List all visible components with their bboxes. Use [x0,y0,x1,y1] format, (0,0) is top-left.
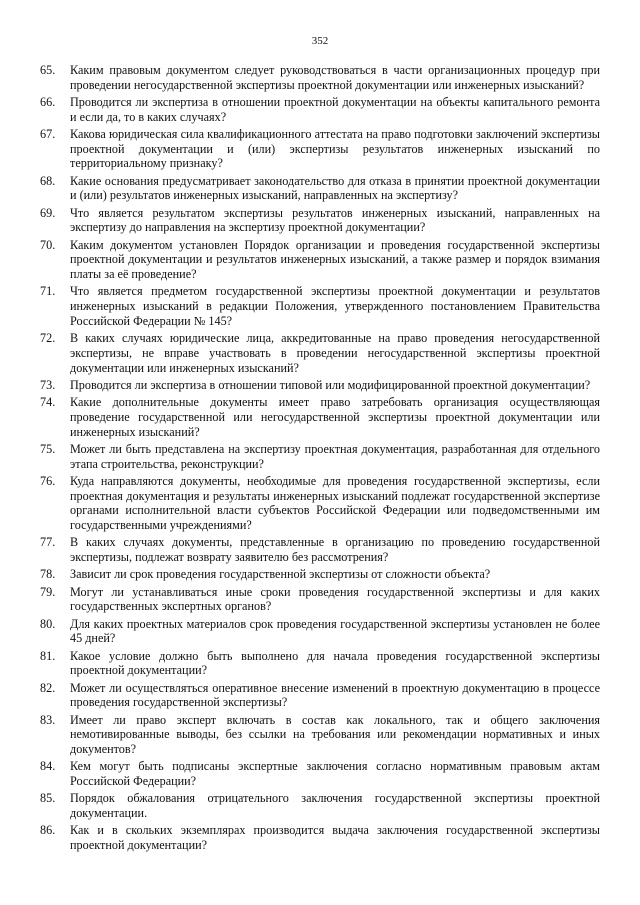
list-item [0,713,640,757]
list-item [0,206,640,235]
question-text: Может ли быть представлена на экспертизу проектная документация, разработанная для отдельного этапа строительства, реконструкции? [70,441,600,471]
question-number: 69. [40,205,56,220]
question-number: 81. [40,648,56,663]
question-text: Каким правовым документом следует руководствоваться в части организационных процедур при проведении негосударственной экспертизы проектной документации или инженерных изысканий? [70,63,600,92]
list-item [0,823,640,852]
list-item [0,649,640,678]
question-number: 74. [40,395,56,410]
question-number: 72. [40,331,56,346]
list-item [0,331,640,375]
question-text: Зависит ли срок проведения государственной экспертизы от сложности объекта? [70,567,491,582]
question-text: Для каких проектных материалов срок проведения государственной экспертизы установлен не более 45 дней? [70,616,600,646]
question-text: Какие дополнительные документы имеет право затребовать организация осуществляющая проведение государственной или негосударственной экспертизы проектной документации или инженерных изысканий? [70,395,600,439]
list-item [0,681,640,710]
list-item [0,284,640,328]
question-number: 66. [40,95,56,109]
question-text: В каких случаях юридические лица, аккредитованные на право проведения негосударственной экспертизы, не вправе участвовать в проведении негосударственной экспертизы проектной документации или инженерных изысканий? [70,331,600,375]
question-number: 86. [40,823,56,838]
question-text: Может ли осуществляться оперативное внесение изменений в проектную документацию в процессе проведения государственной экспертизы? [70,680,600,710]
question-text: Какова юридическая сила квалификационного аттестата на право подготовки заключений экспертизы проектной документации и (или) экспертизы результатов инженерных изысканий по территориальному признаку? [70,127,600,171]
question-number: 67. [40,127,56,141]
question-text: Какие основания предусматривает законодательство для отказа в принятии проектной документации и (или) результатов инженерных изысканий, направленных на экспертизу? [70,173,600,203]
question-number: 71. [40,284,56,299]
question-number: 75. [40,441,56,456]
list-item [0,474,640,533]
question-text: Могут ли устанавливаться иные сроки проведения государственной экспертизы и для каких государственных экспертных органов? [70,584,600,614]
question-number: 73. [40,377,56,392]
list-item [0,442,640,471]
question-text: Что является результатом экспертизы результатов инженерных изысканий, направленных на экспертизу до направления на экспертизу проектной документации? [70,205,600,235]
question-number: 79. [40,584,56,599]
question-text: Кем могут быть подписаны экспертные заключения согласно нормативным правовым актам Российской Федерации? [70,759,600,788]
list-item [0,63,640,92]
question-text: Какое условие должно быть выполнено для начала проведения государственной экспертизы проектной документации? [70,648,600,678]
list-item [0,759,640,788]
question-text: Проводится ли экспертиза в отношении типовой или модифицированной проектной документации? [70,377,591,392]
question-text: Куда направляются документы, необходимые для проведения государственной экспертизы, если проектная документация и результаты инженерных изысканий подлежат государственной экспертизе органами исполнительной власти субъектов Российской Федерации или подведомственными им государственными учреждениями? [70,473,600,532]
question-text: Порядок обжалования отрицательного заключения государственной экспертизы проектной документации. [70,791,600,820]
question-number: 76. [40,473,56,488]
list-item [0,127,640,171]
list-item [0,585,640,614]
question-text: Каким документом установлен Порядок организации и проведения государственной экспертизы проектной документации и результатов инженерных изысканий, а также размер и порядок взимания платы за её проведение? [70,237,600,282]
question-number: 84. [40,759,56,774]
question-number: 77. [40,535,56,550]
list-item [0,617,640,646]
question-text: Как и в скольких экземплярах производится выдача заключения государственной экспертизы проектной документации? [70,823,600,852]
list-item [0,791,640,820]
question-number: 65. [40,63,56,77]
question-text: В каких случаях документы, представленные в организацию по проведению государственной экспертизы, подлежат возврату заявителю без рассмотрения? [70,535,600,564]
list-item [0,95,640,124]
list-item [0,567,640,582]
list-item [0,174,640,203]
list-item [0,535,640,564]
question-number: 85. [40,791,56,806]
question-text: Имеет ли право эксперт включать в состав как локального, так и общего заключения немотивированные выводы, без ссылки на требования или рекомендации нормативных и иных документов? [70,712,600,756]
question-number: 83. [40,712,56,727]
page-number: 352 [311,35,329,47]
question-number: 68. [40,173,56,188]
question-number: 80. [40,616,56,631]
question-text: Проводится ли экспертиза в отношении проектной документации на объекты капитального ремонта и если да, то в каких случаях? [70,95,600,124]
question-text: Что является предметом государственной экспертизы проектной документации и результатов инженерных изысканий в редакции Положения, утвержденного постановлением Правительства Российской Федерации № 145? [70,284,600,328]
list-item [0,395,640,439]
question-number: 78. [40,567,56,582]
list-item [0,378,640,393]
list-item [0,238,640,282]
question-number: 70. [40,237,56,252]
question-number: 82. [40,680,56,695]
question-list [0,63,640,855]
